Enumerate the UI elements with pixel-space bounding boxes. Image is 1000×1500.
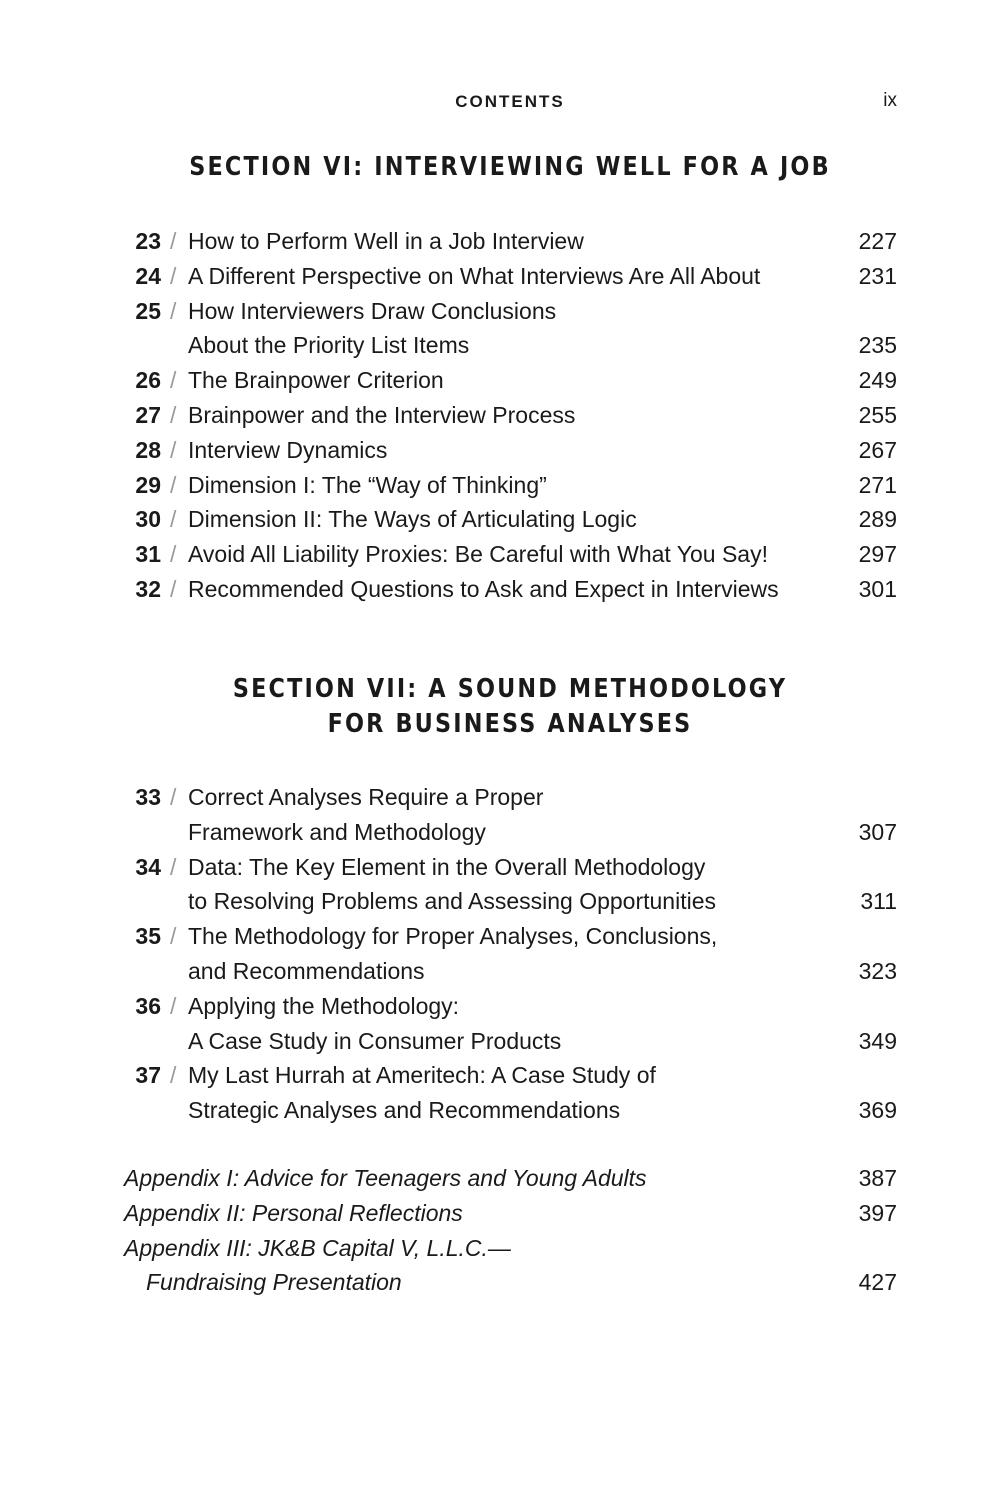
toc-entry-line	[0, 1265, 1000, 1300]
separator-slash: /	[170, 575, 177, 602]
chapter-number: 32	[135, 575, 161, 602]
folio: ix	[883, 90, 897, 111]
page-number: 397	[858, 1199, 897, 1226]
section-title: FOR BUSINESS ANALYSES	[327, 709, 693, 739]
toc-entry-line	[0, 572, 1000, 607]
chapter-title: The Methodology for Proper Analyses, Conclusions,	[188, 923, 718, 950]
toc-list-section-7	[0, 780, 1000, 1128]
toc-entry	[0, 1058, 1000, 1128]
toc-entry-line	[0, 294, 1000, 329]
chapter-title: About the Priority List Items	[188, 332, 470, 359]
separator-slash: /	[170, 541, 177, 568]
chapter-title: Dimension I: The “Way of Thinking”	[188, 471, 547, 498]
toc-entry-line	[0, 398, 1000, 433]
separator-slash: /	[170, 262, 177, 289]
toc-entry	[0, 468, 1000, 503]
section-title: SECTION VI: INTERVIEWING WELL FOR A JOB	[189, 152, 831, 182]
chapter-title: A Different Perspective on What Interviews Are All About	[188, 262, 761, 289]
chapter-title: to Resolving Problems and Assessing Opportunities	[188, 888, 717, 915]
separator-slash: /	[170, 506, 177, 533]
toc-entry-line	[0, 433, 1000, 468]
toc-entry	[0, 363, 1000, 398]
separator-slash: /	[170, 1062, 177, 1089]
toc-entry-line	[0, 502, 1000, 537]
appendix-entry	[0, 1161, 1000, 1196]
page-number: 323	[858, 957, 897, 984]
toc-entry-line	[0, 328, 1000, 363]
separator-slash: /	[170, 367, 177, 394]
chapter-title: Correct Analyses Require a Proper	[188, 784, 544, 810]
separator-slash: /	[170, 784, 177, 810]
chapter-number: 28	[135, 436, 161, 463]
toc-entry-line	[0, 1024, 1000, 1059]
toc-entry-line	[0, 919, 1000, 954]
chapter-number: 24	[135, 262, 161, 289]
page-number: 267	[858, 436, 897, 463]
page-number: 311	[860, 888, 897, 915]
page-number: 231	[858, 262, 897, 289]
page-number: 297	[858, 541, 897, 568]
chapter-title: Brainpower and the Interview Process	[188, 401, 576, 428]
appendix-entry	[0, 1196, 1000, 1231]
chapter-number: 35	[135, 923, 161, 950]
page-number: 289	[858, 506, 897, 533]
separator-slash: /	[170, 436, 177, 463]
chapter-number: 27	[135, 401, 161, 428]
separator-slash: /	[170, 992, 177, 1019]
separator-slash: /	[170, 853, 177, 880]
chapter-number: 37	[135, 1062, 161, 1089]
page-number: 307	[858, 818, 897, 845]
section-title: SECTION VII: A SOUND METHODOLOGY	[232, 674, 788, 704]
separator-slash: /	[170, 923, 177, 950]
toc-list-appendices	[0, 1161, 1000, 1300]
toc-entry	[0, 780, 1000, 850]
chapter-title: and Recommendations	[188, 957, 425, 984]
toc-entry	[0, 259, 1000, 294]
toc-entry-line	[0, 537, 1000, 572]
toc-entry	[0, 919, 1000, 989]
separator-slash: /	[170, 471, 177, 498]
toc-entry-line	[0, 884, 1000, 919]
toc-entry	[0, 294, 1000, 364]
chapter-number: 33	[135, 784, 161, 810]
chapter-number: 25	[135, 297, 161, 324]
page-number: 301	[858, 575, 897, 602]
toc-entry	[0, 989, 1000, 1059]
chapter-title: Dimension II: The Ways of Articulating Logic	[188, 506, 637, 533]
toc-entry	[0, 502, 1000, 537]
chapter-title: A Case Study in Consumer Products	[188, 1027, 562, 1054]
chapter-title: Data: The Key Element in the Overall Methodology	[188, 853, 706, 880]
separator-slash: /	[170, 228, 177, 254]
chapter-title: Recommended Questions to Ask and Expect in Interviews	[188, 575, 779, 602]
chapter-title: My Last Hurrah at Ameritech: A Case Study of	[188, 1062, 656, 1089]
separator-slash: /	[170, 401, 177, 428]
toc-entry-line	[0, 224, 1000, 259]
chapter-number: 26	[135, 367, 161, 394]
appendix-title: Fundraising Presentation	[146, 1269, 402, 1296]
page-number: 387	[858, 1165, 897, 1191]
toc-entry	[0, 224, 1000, 259]
toc-entry	[0, 537, 1000, 572]
toc-entry	[0, 850, 1000, 920]
toc-entry-line	[0, 954, 1000, 989]
chapter-number: 34	[135, 853, 161, 880]
chapter-title: How Interviewers Draw Conclusions	[188, 297, 557, 324]
toc-entry	[0, 433, 1000, 468]
toc-entry-line	[0, 1093, 1000, 1128]
page-number: 369	[858, 1097, 897, 1124]
toc-list-section-6	[0, 224, 1000, 607]
chapter-title: Framework and Methodology	[188, 818, 486, 845]
toc-entry-line	[0, 363, 1000, 398]
chapter-number: 31	[135, 541, 161, 568]
chapter-title: The Brainpower Criterion	[188, 367, 444, 394]
page-number: 249	[858, 367, 897, 394]
page-number: 271	[858, 471, 897, 498]
appendix-title: Appendix I: Advice for Teenagers and Young Adults	[124, 1165, 647, 1191]
toc-entry-line	[0, 1196, 1000, 1231]
toc-entry-line	[0, 468, 1000, 503]
toc-entry	[0, 572, 1000, 607]
chapter-number: 30	[135, 506, 161, 533]
toc-entry-line	[0, 780, 1000, 815]
appendix-title: Appendix III: JK&B Capital V, L.L.C.—	[124, 1234, 511, 1261]
page-number: 255	[858, 401, 897, 428]
appendix-entry	[0, 1231, 1000, 1301]
chapter-title: Interview Dynamics	[188, 436, 388, 463]
appendix-title: Appendix II: Personal Reflections	[124, 1199, 463, 1226]
page-number: 349	[858, 1027, 897, 1054]
chapter-title: Applying the Methodology:	[188, 992, 460, 1019]
page-number: 235	[858, 332, 897, 359]
toc-entry-line	[0, 989, 1000, 1024]
page-number: 427	[858, 1269, 897, 1296]
toc-entry-line	[0, 850, 1000, 885]
chapter-title: Avoid All Liability Proxies: Be Careful with What You Say!	[188, 541, 768, 568]
chapter-title: Strategic Analyses and Recommendations	[188, 1097, 621, 1124]
chapter-number: 29	[135, 471, 161, 498]
chapter-number: 23	[135, 228, 161, 254]
toc-entry-line	[0, 1161, 1000, 1196]
chapter-number: 36	[135, 992, 161, 1019]
toc-entry-line	[0, 1058, 1000, 1093]
toc-entry-line	[0, 1231, 1000, 1266]
chapter-title: How to Perform Well in a Job Interview	[188, 228, 584, 254]
toc-entry-line	[0, 815, 1000, 850]
separator-slash: /	[170, 297, 177, 324]
page-number: 227	[858, 228, 897, 254]
running-head: CONTENTS	[455, 92, 565, 111]
toc-entry	[0, 398, 1000, 433]
toc-entry-line	[0, 259, 1000, 294]
